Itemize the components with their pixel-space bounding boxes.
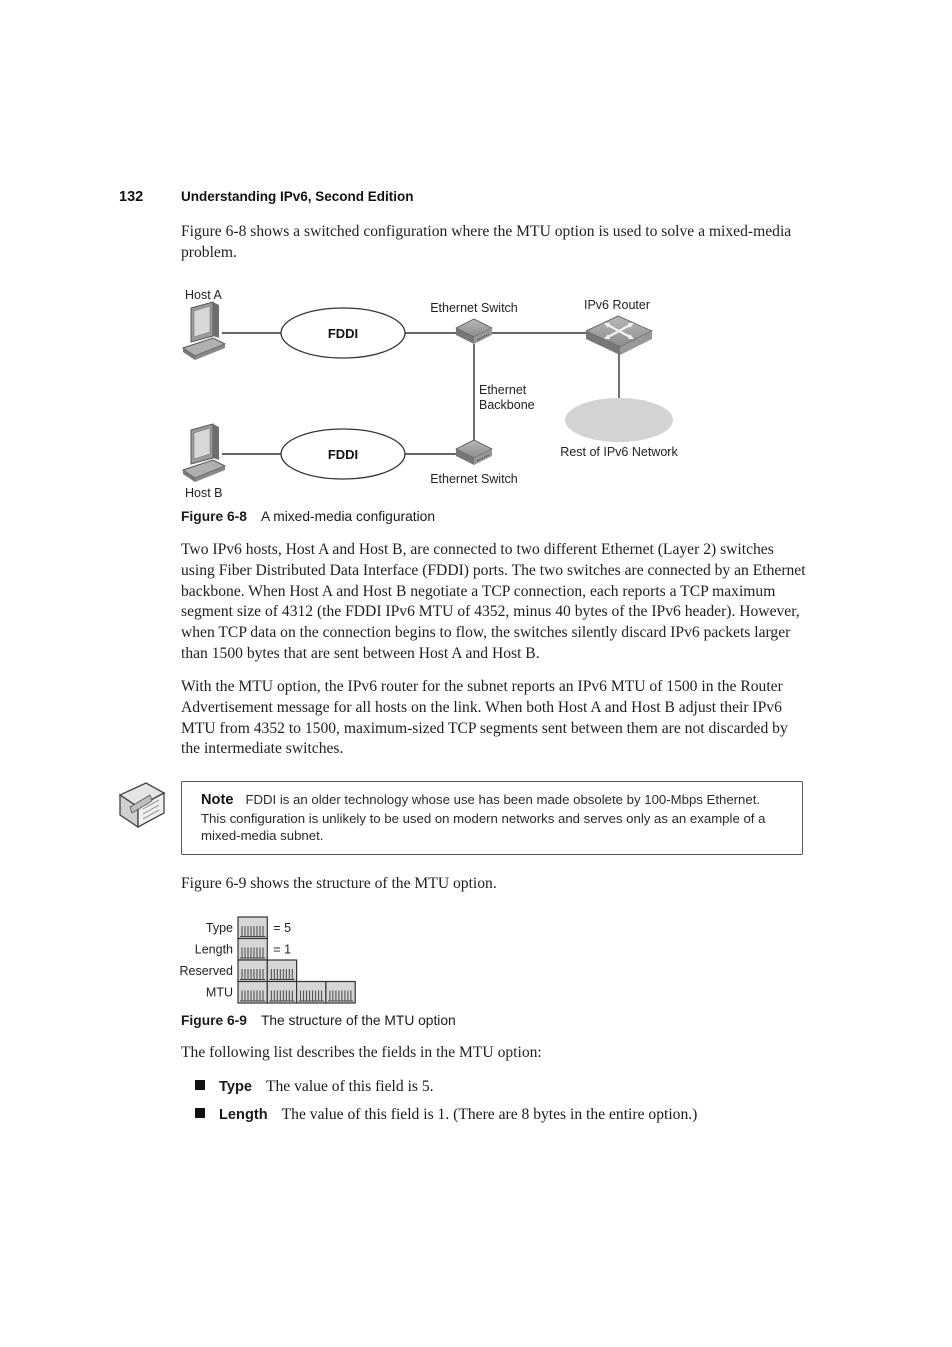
note-label: Note [201,792,234,808]
list-text: The value of this field is 5. [265,1078,434,1095]
byte-box [238,917,267,939]
bullet-square-icon [195,1080,205,1090]
backbone-label-line1: Ethernet [479,383,527,397]
field-value-label: = 5 [273,921,292,935]
field-name-label: MTU [205,985,233,1000]
field-row [206,917,291,939]
fddi-top-label: FDDI [327,326,359,341]
caption-text: The structure of the MTU option [260,1013,456,1028]
byte-box [297,982,326,1004]
byte-box [267,960,296,982]
field-name-label: Length [194,942,233,957]
paragraph-hosts: Two IPv6 hosts, Host A and Host B, are connected to two different Ethernet (Layer 2) switches using Fiber Distributed Data Interface (FDDI) ports. The two switches are connected by an Ethernet backbone. When Host A and Host B negotiate a TCP connection, each reports a TCP maximum segment size of 4312 (the FDDI IPv6 MTU of 4352, minus 40 bytes of the IPv6 header). However, when TCP data on the connection begins to flow, the switches silently discard IPv6 packets larger than 1500 bytes that are sent between Host A and Host B. [181,541,806,662]
byte-box [238,960,267,982]
byte-box [238,939,267,961]
intro-paragraph: Figure 6-8 shows a switched configuration where the MTU option is used to solve a mixed-media problem. [181,223,792,261]
byte-box [326,982,355,1004]
list-text: The value of this field is 1. (There are 8 bytes in the entire option.) [281,1106,698,1123]
list-term: Type [219,1079,252,1095]
field-name-label: Type [205,921,233,935]
paragraph-mtu-option: With the MTU option, the IPv6 router for the subnet reports an IPv6 MTU of 1500 in the Router Advertisement message for all hosts on the link. When both Host A and Host B adjust their IPv6 MTU from 4352 to 1500, maximum-sized TCP segments sent between them are not discarded by the intermediate switches. [181,678,788,758]
host-a-label: Host A [185,288,222,302]
host-b-label: Host B [185,486,223,500]
caption-number: Figure 6-8 [181,509,247,524]
note-text: FDDI is an older technology whose use has been made obsolete by 100-Mbps Ethernet. This configuration is unlikely to be used on modern networks and serves only as an example of a mixed-media subnet. [201,792,766,844]
field-row [206,982,355,1004]
field-row [180,960,297,982]
fddi-bottom-label: FDDI [327,447,359,462]
switch-top-label: Ethernet Switch [430,301,518,315]
field-name-label: Reserved [179,964,233,978]
byte-box [267,982,296,1004]
caption-number: Figure 6-9 [181,1013,247,1028]
field-row [195,939,291,961]
switch-bottom-label: Ethernet Switch [430,472,518,486]
bullet-square-icon [195,1108,205,1118]
router-label: IPv6 Router [583,298,651,312]
page-number: 132 [119,189,144,205]
network-label: Rest of IPv6 Network [560,445,678,459]
byte-box [238,982,267,1004]
paragraph-list-intro: The following list describes the fields in the MTU option: [181,1044,542,1061]
list-item [195,1077,434,1097]
caption-text: A mixed-media configuration [260,509,436,524]
paragraph-figure-6-9-intro: Figure 6-9 shows the structure of the MTU option. [181,875,497,892]
list-item [195,1105,697,1125]
field-value-label: = 1 [273,942,292,957]
running-title: Understanding IPv6, Second Edition [181,189,414,204]
figure-6-9-caption [181,1013,456,1028]
list-term: Length [219,1107,268,1123]
backbone-label-line2: Backbone [479,398,535,412]
